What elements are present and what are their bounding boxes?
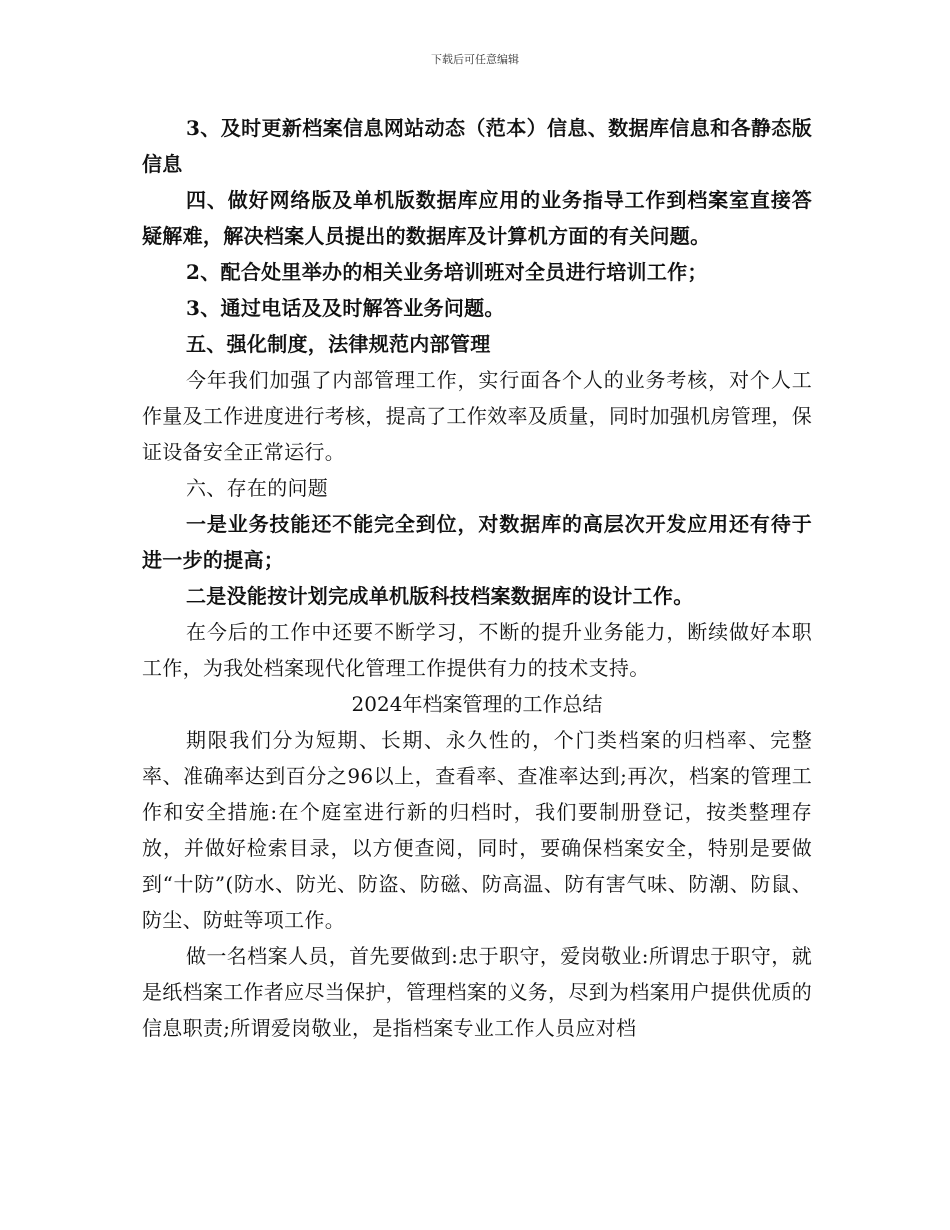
section-title: 2024年档案管理的工作总结 [351,692,603,716]
document-body [142,110,812,1046]
paragraph-12: 做一名档案人员，首先要做到:忠于职守，爱岗敬业:所谓忠于职守，就是纸档案工作者应尽当保护，管理档案的义务，尽到为档案用户提供优质的信息职责;所谓爱岗敬业，是指档案专业工作人员应对档 [142,944,812,1040]
paragraph-8: 一是业务技能还不能完全到位，对数据库的高层次开发应用还有待于进一步的提高； [142,512,812,572]
paragraph-9: 二是没能按计划完成单机版科技档案数据库的设计工作。 [186,584,694,608]
paragraph-10: 在今后的工作中还要不断学习，不断的提升业务能力，断续做好本职工作，为我处档案现代化管理工作提供有力的技术支持。 [142,620,812,680]
paragraph-11: 期限我们分为短期、长期、永久性的，个门类档案的归档率、完整率、准确率达到百分之96以上，查看率、查准率达到;再次，档案的管理工作和安全措施:在个庭室进行新的归档时，我们要制册登记，按类整理存放，并做好检索目录，以方便查阅，同时，要确保档案安全，特别是要做到“十防”(防水、防光、防盗、防磁、防高温、防有害气味、防潮、防鼠、防尘、防蛀等项工作。 [142,728,812,932]
section-heading-6: 六、存在的问题 [186,476,329,500]
paragraph-6: 今年我们加强了内部管理工作，实行面各个人的业务考核，对个人工作量及工作进度进行考核，提高了工作效率及质量，同时加强机房管理，保证设备安全正常运行。 [142,368,812,464]
section-heading-5: 五、强化制度，法律规范内部管理 [186,332,491,356]
paragraph-4: 3、通过电话及及时解答业务问题。 [186,296,505,320]
paragraph-2: 四、做好网络版及单机版数据库应用的业务指导工作到档案室直接答疑解难，解决档案人员提出的数据库及计算机方面的有关问题。 [142,188,812,248]
paragraph-1: 3、及时更新档案信息网站动态（范本）信息、数据库信息和各静态版信息 [142,116,812,176]
page-header-note: 下载后可任意编辑 [431,53,519,66]
paragraph-3: 2、配合处里举办的相关业务培训班对全员进行培训工作； [186,260,708,284]
